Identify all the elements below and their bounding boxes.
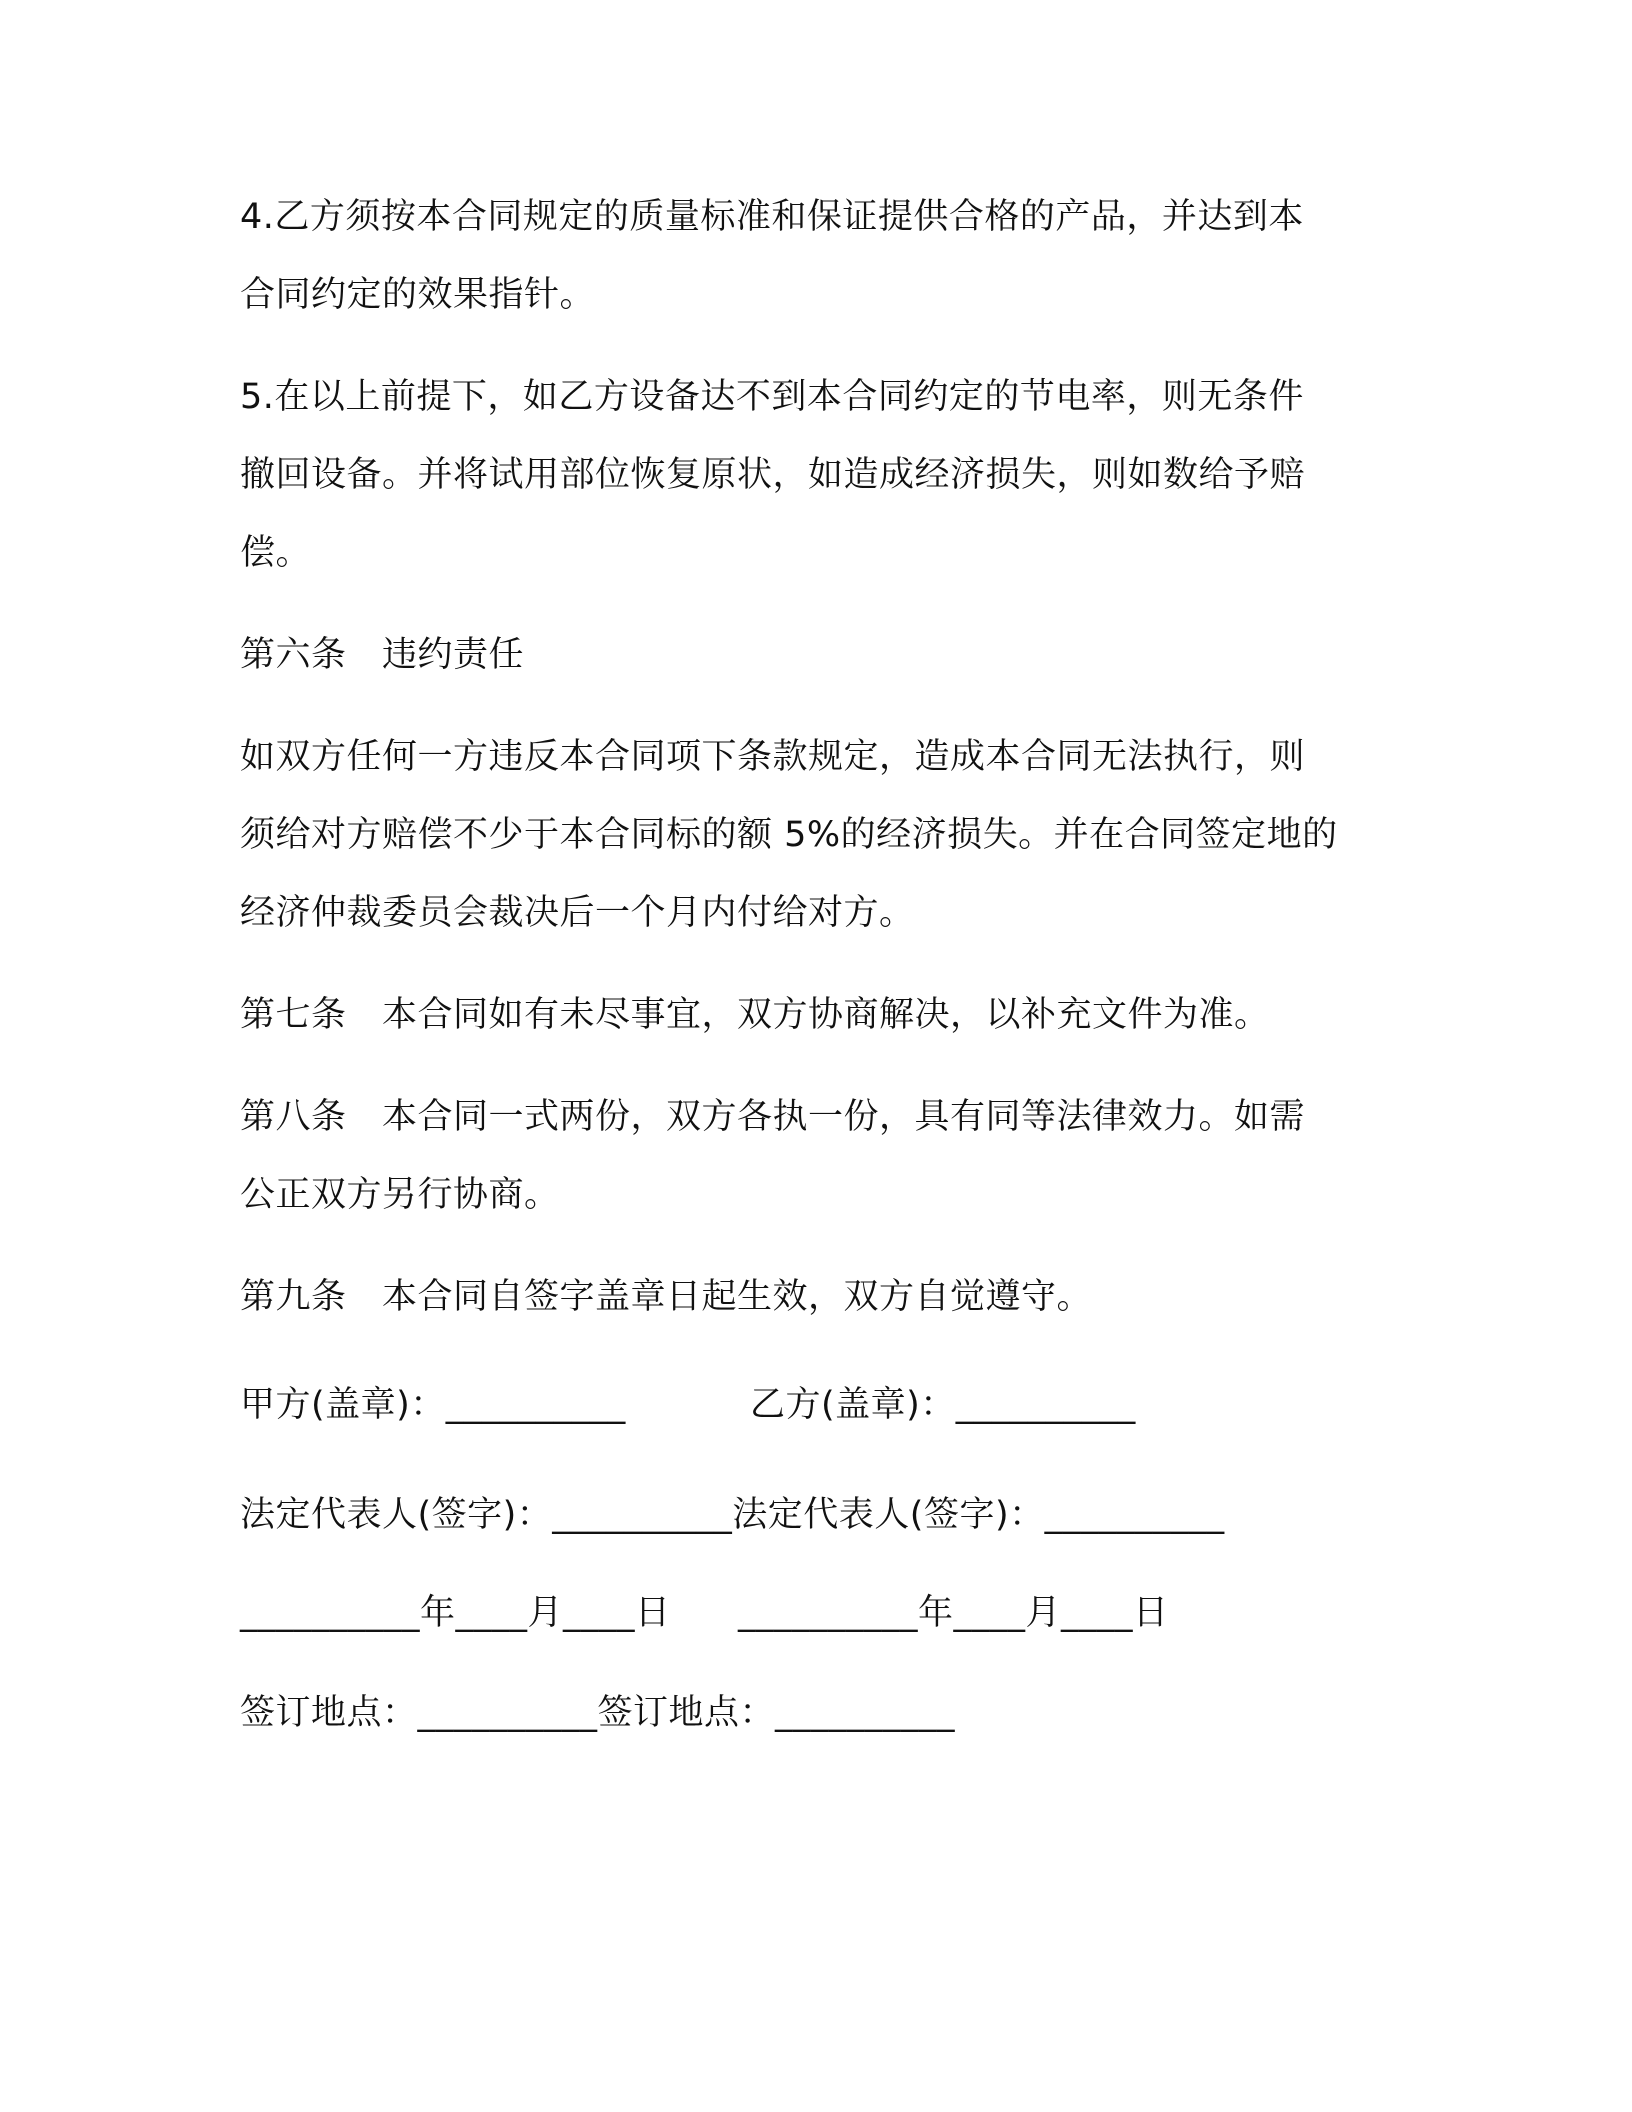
clause-5-line-1: 5.在以上前提下，如乙方设备达不到本合同约定的节电率，则无条件 bbox=[240, 377, 1304, 417]
article-6-line-3: 经济仲裁委员会裁决后一个月内付给对方。 bbox=[240, 893, 915, 933]
date-field-party-b: __________年____月____日 bbox=[738, 1593, 1169, 1633]
clause-4-line-2: 合同约定的效果指针。 bbox=[240, 275, 596, 315]
clause-5-line-2: 撤回设备。并将试用部位恢复原状，如造成经济损失，则如数给予赔 bbox=[240, 455, 1306, 495]
party-b-seal-field: 乙方(盖章)：__________ bbox=[750, 1385, 1136, 1425]
date-field-party-a: __________年____月____日 bbox=[240, 1593, 671, 1633]
article-7-line-1: 第七条 本合同如有未尽事宜，双方协商解决，以补充文件为准。 bbox=[240, 995, 1270, 1035]
article-9-line-1: 第九条 本合同自签字盖章日起生效，双方自觉遵守。 bbox=[240, 1277, 1093, 1317]
article-6-line-1: 如双方任何一方违反本合同项下条款规定，造成本合同无法执行，则 bbox=[240, 737, 1306, 777]
article-6-heading: 第六条 违约责任 bbox=[240, 635, 525, 675]
clause-4-line-1: 4.乙方须按本合同规定的质量标准和保证提供合格的产品，并达到本 bbox=[240, 197, 1304, 237]
article-8-line-1: 第八条 本合同一式两份，双方各执一份，具有同等法律效力。如需 bbox=[240, 1097, 1306, 1137]
article-6-line-2: 须给对方赔偿不少于本合同标的额 5%的经济损失。并在合同签定地的 bbox=[240, 815, 1338, 855]
legal-representative-line: 法定代表人(签字)：__________法定代表人(签字)：__________ bbox=[240, 1495, 1225, 1535]
party-a-seal-field: 甲方(盖章)：__________ bbox=[240, 1385, 626, 1425]
article-8-line-2: 公正双方另行协商。 bbox=[240, 1175, 560, 1215]
clause-5-line-3: 偿。 bbox=[240, 533, 312, 573]
signing-place-line: 签订地点：__________签订地点：__________ bbox=[240, 1693, 956, 1733]
